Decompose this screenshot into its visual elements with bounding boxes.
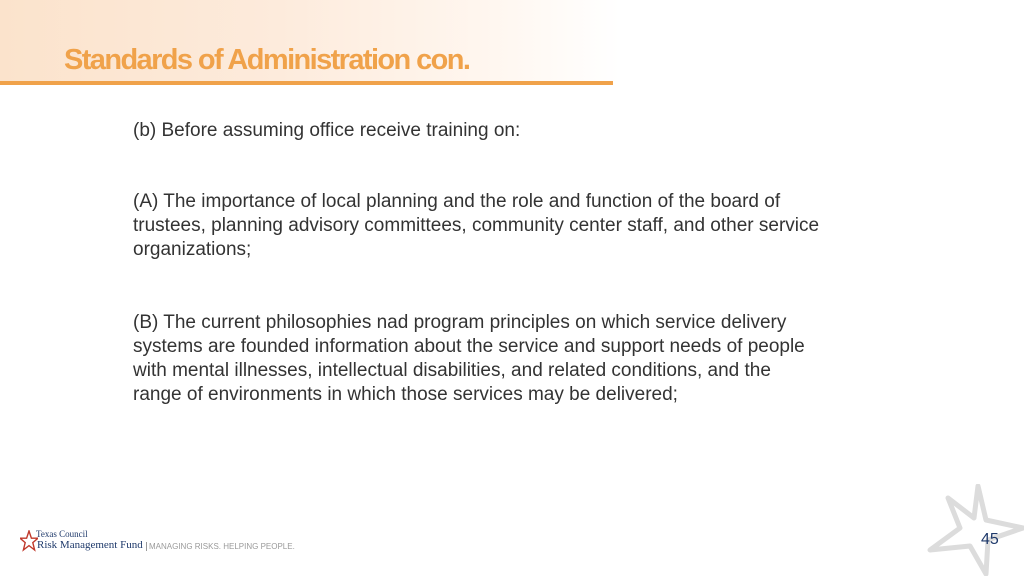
footer-logo (20, 528, 320, 560)
org-name-line2: Risk Management Fund (37, 539, 143, 551)
header-underline (0, 81, 613, 85)
decorative-star-icon (926, 484, 1024, 576)
footer-tagline: MANAGING RISKS. HELPING PEOPLE. (146, 542, 295, 551)
slide-title: Standards of Administration con. (64, 44, 470, 76)
paragraph-A: (A) The importance of local planning and the role and function of the board of trustees, planning advisory committees, community center staff, and other service organizations; (133, 191, 820, 260)
paragraph-b: (b) Before assuming office receive training on: (133, 120, 521, 141)
paragraph-B: (B) The current philosophies nad program principles on which service delivery systems are founded information about the service and support needs of people with mental illnesses, intellectual disabilities, and related conditions, and the range of environments in which those services may be delivered; (133, 312, 805, 405)
page-number: 45 (981, 531, 999, 548)
org-name-line1: Texas Council (36, 529, 88, 539)
